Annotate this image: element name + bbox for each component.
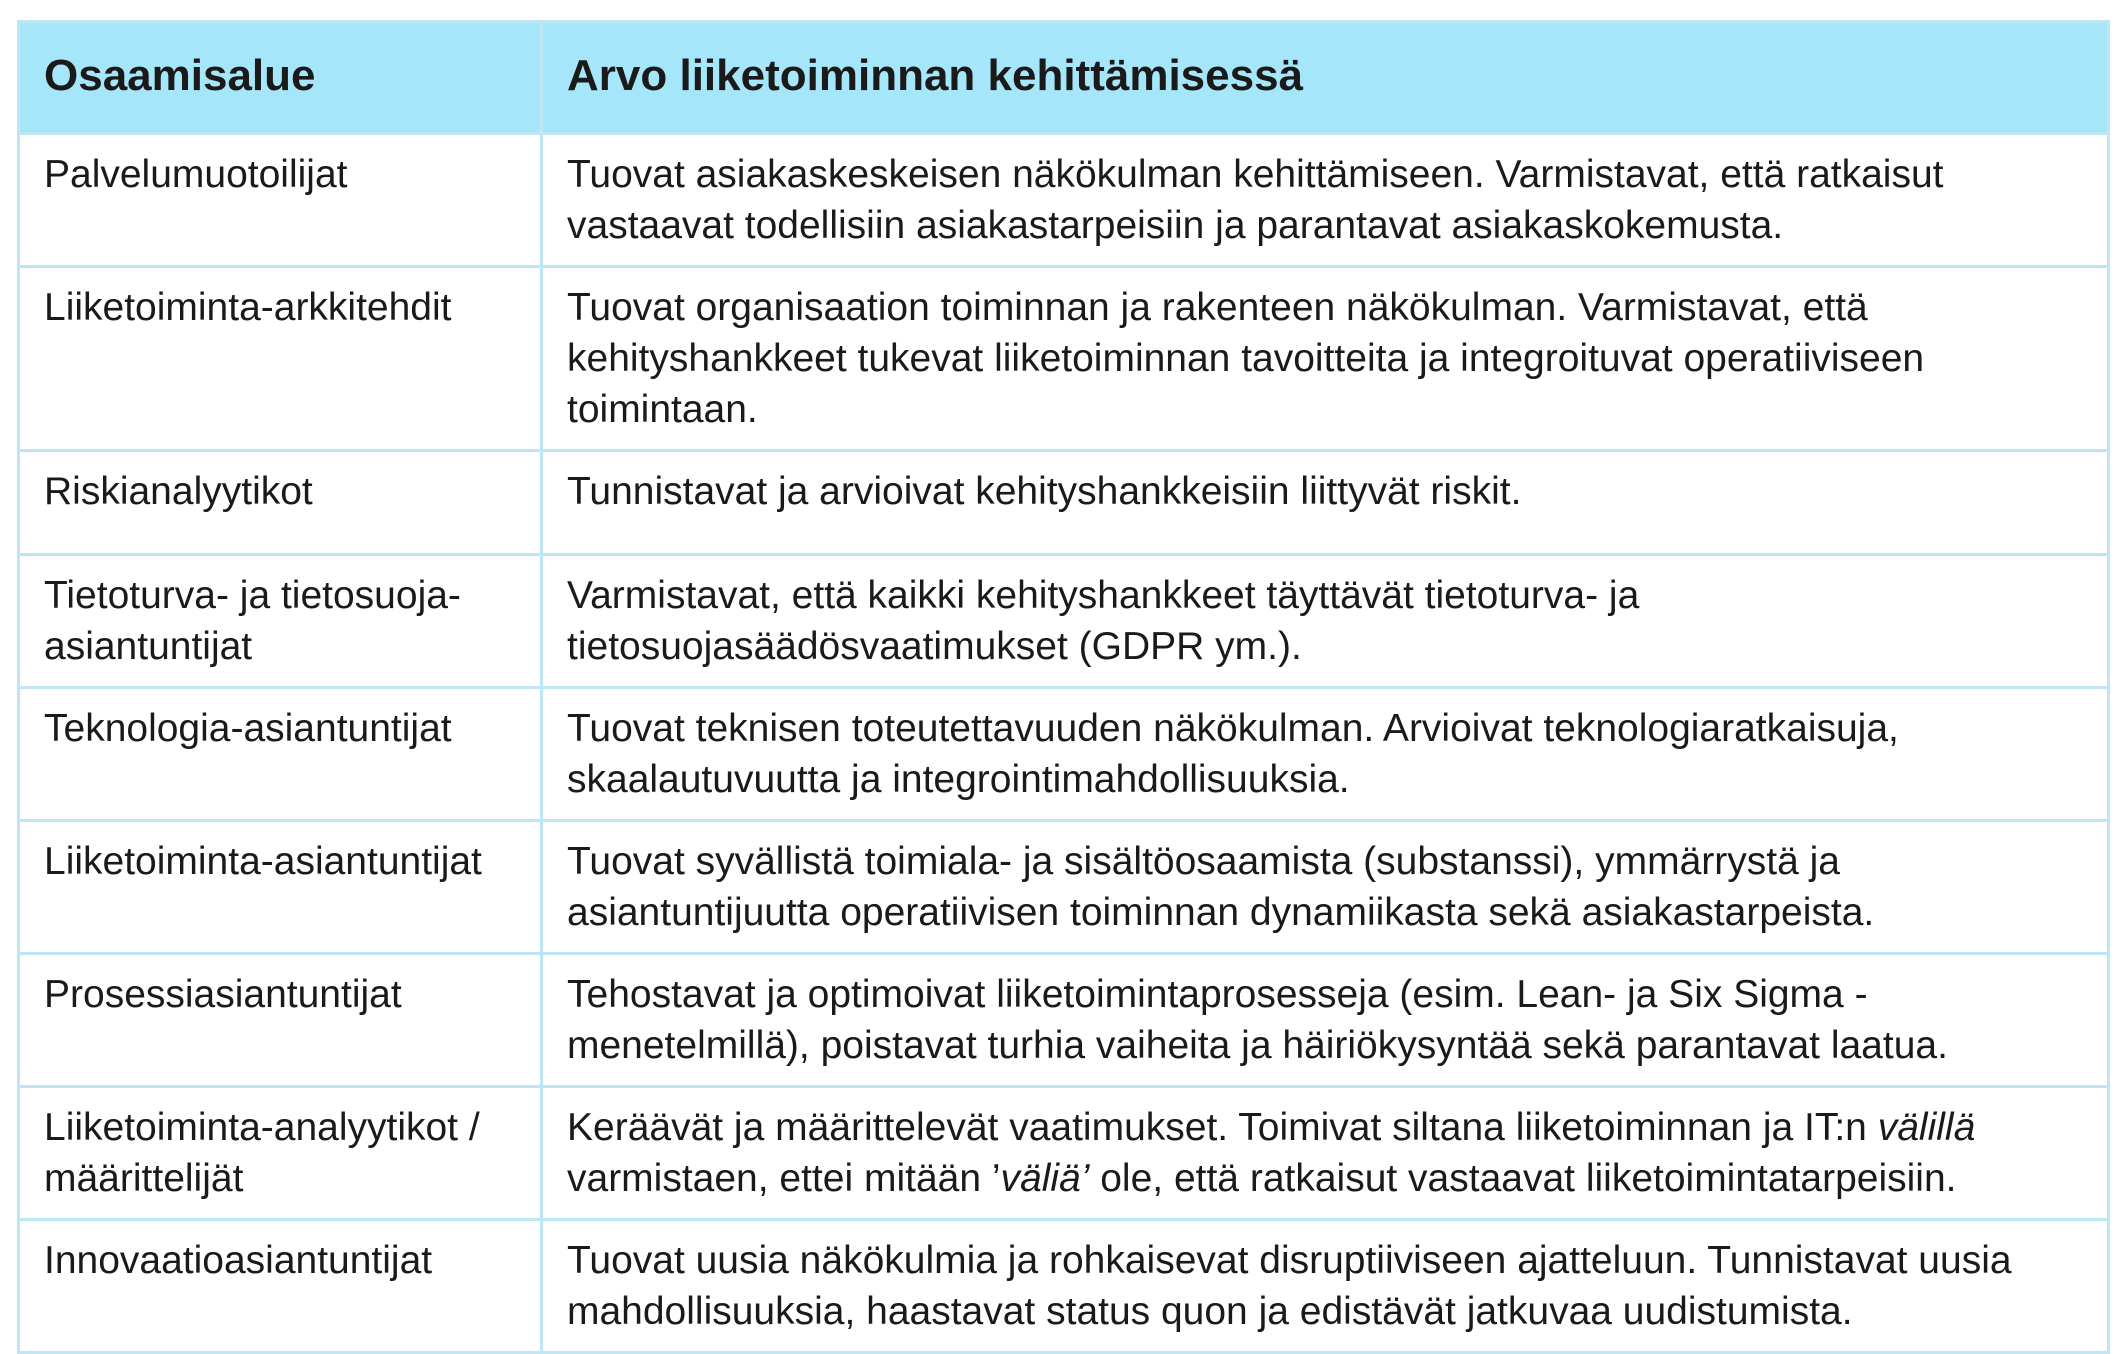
- value-text: Keräävät ja määrittelevät vaatimukset. Toimivat siltana liiketoiminnan ja IT:n: [567, 1106, 1878, 1149]
- value-cell: Tehostavat ja optimoivat liiketoimintaprosesseja (esim. Lean- ja Six Sigma -menetelmillä), poistavat turhia vaiheita ja häiriökysyntää sekä parantavat laatua.: [542, 954, 2109, 1087]
- value-cell: Tuovat syvällistä toimiala- ja sisältöosaamista (substanssi), ymmärrystä ja asiantuntijuutta operatiivisen toiminnan dynamiikasta sekä asiakastarpeista.: [542, 821, 2109, 954]
- table-row: [19, 821, 2109, 954]
- area-cell: Tietoturva- ja tietosuoja-asiantuntijat: [19, 555, 542, 688]
- value-text: ole, että ratkaisut vastaavat liiketoimintatarpeisiin.: [1089, 1157, 1957, 1200]
- value-cell: Tuovat organisaation toiminnan ja rakenteen näkökulman. Varmistavat, että kehityshankkeet tukevat liiketoiminnan tavoitteita ja integroituvat operatiiviseen toimintaan.: [542, 267, 2109, 451]
- area-cell: Riskianalyytikot: [19, 451, 542, 555]
- value-emphasis: väliä’: [1000, 1157, 1090, 1200]
- value-cell: Tunnistavat ja arvioivat kehityshankkeisiin liittyvät riskit.: [542, 451, 2109, 555]
- area-cell: Liiketoiminta-analyytikot / määrittelijät: [19, 1087, 542, 1220]
- table-row: [19, 1220, 2109, 1353]
- table-header-row: [19, 22, 2109, 134]
- value-text: varmistaen, ettei mitään ’: [567, 1157, 1001, 1200]
- header-value: Arvo liiketoiminnan kehittämisessä: [542, 22, 2109, 134]
- table-row: [19, 267, 2109, 451]
- table-row: [19, 451, 2109, 555]
- table-row: [19, 688, 2109, 821]
- area-cell: Palvelumuotoilijat: [19, 134, 542, 267]
- area-cell: Teknologia-asiantuntijat: [19, 688, 542, 821]
- area-cell: Liiketoiminta-arkkitehdit: [19, 267, 542, 451]
- value-cell: [542, 1087, 2109, 1220]
- area-cell: Prosessiasiantuntijat: [19, 954, 542, 1087]
- header-area: Osaamisalue: [19, 22, 542, 134]
- table-row: [19, 954, 2109, 1087]
- value-emphasis: välillä: [1877, 1106, 1976, 1149]
- value-cell: Tuovat teknisen toteutettavuuden näkökulman. Arvioivat teknologiaratkaisuja, skaalautuvuutta ja integrointimahdollisuuksia.: [542, 688, 2109, 821]
- value-cell: Tuovat asiakaskeskeisen näkökulman kehittämiseen. Varmistavat, että ratkaisut vastaavat todellisiin asiakastarpeisiin ja parantavat asiakaskokemusta.: [542, 134, 2109, 267]
- competency-table: [17, 20, 2110, 1354]
- area-cell: Liiketoiminta-asiantuntijat: [19, 821, 542, 954]
- area-cell: Innovaatioasiantuntijat: [19, 1220, 542, 1353]
- table-row: [19, 555, 2109, 688]
- table-row: [19, 1087, 2109, 1220]
- table-row: [19, 134, 2109, 267]
- value-cell: Varmistavat, että kaikki kehityshankkeet täyttävät tietoturva- ja tietosuojasäädösvaatimukset (GDPR ym.).: [542, 555, 2109, 688]
- value-cell: Tuovat uusia näkökulmia ja rohkaisevat disruptiiviseen ajatteluun. Tunnistavat uusia mahdollisuuksia, haastavat status quon ja edistävät jatkuvaa uudistumista.: [542, 1220, 2109, 1353]
